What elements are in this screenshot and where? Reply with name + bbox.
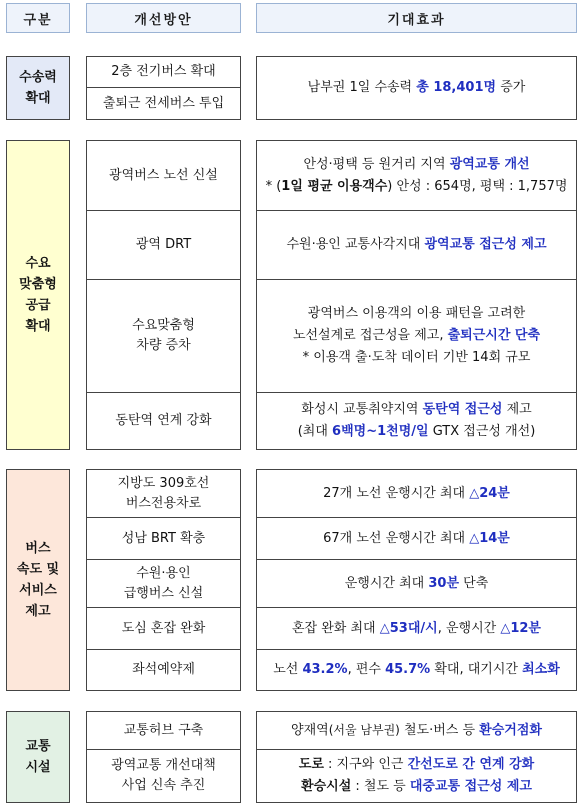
- effect-text: 광역버스 이용객의 이용 패턴을 고려한: [307, 306, 526, 321]
- effect-cell: [256, 140, 577, 211]
- improvement-cell: 좌석예약제: [86, 649, 241, 691]
- effect-cell: [256, 607, 577, 650]
- effect-line: [303, 347, 531, 369]
- highlight-text: 간선도로 간 연계 강화: [407, 757, 535, 772]
- effect-line: [323, 528, 510, 550]
- effect-cell: [256, 392, 577, 450]
- highlight-text: 총 18,401명: [416, 80, 497, 95]
- effect-line: [301, 399, 531, 421]
- effect-line: [273, 659, 560, 681]
- effect-cell: [256, 517, 577, 560]
- improvement-cell: 성남 BRT 확충: [86, 517, 241, 560]
- category-demand-supply: 수요 맞춤형 공급 확대: [6, 140, 70, 450]
- effect-line: [266, 176, 568, 198]
- effect-text: : 철도 등: [351, 779, 410, 794]
- effect-text: 1일 평균 이용객수: [281, 178, 388, 194]
- improvement-cell: 수요맞춤형 차량 증차: [86, 279, 241, 393]
- highlight-text: 광역교통 접근성 제고: [424, 237, 547, 252]
- effect-text: (최대: [297, 424, 333, 439]
- highlight-text: △53대/시: [379, 620, 438, 636]
- effect-text: 남부권 1일 수송력: [307, 80, 417, 95]
- highlight-text: 43.2%: [302, 662, 348, 677]
- header-effect: 기대효과: [256, 3, 577, 33]
- effect-text: 수원·용인 교통사각지대: [286, 237, 425, 252]
- improvement-cell: 도심 혼잡 완화: [86, 607, 241, 650]
- highlight-text: 대중교통 접근성 제고: [409, 779, 532, 794]
- effect-line: [291, 719, 542, 742]
- effect-cell: [256, 279, 577, 393]
- effect-text: 안성·평택 등 원거리 지역: [303, 156, 450, 172]
- effect-line: [345, 573, 489, 595]
- improvement-cell: 2층 전기버스 확대: [86, 56, 241, 88]
- effect-text: 운행시간 최대: [344, 575, 429, 591]
- improvement-cell: 교통허브 구축: [86, 711, 241, 750]
- highlight-text: 30분: [428, 575, 460, 591]
- effect-text: 27개 노선 운행시간 최대: [323, 485, 470, 501]
- effect-cell: [256, 56, 577, 120]
- effect-text: 67개 노선 운행시간 최대: [323, 530, 470, 546]
- effect-line: [299, 754, 534, 776]
- header-improvement: 개선방안: [86, 3, 241, 33]
- improvement-cell: 수원·용인 급행버스 신설: [86, 559, 241, 608]
- effect-cell: [256, 210, 577, 280]
- effect-line: [308, 77, 526, 99]
- effect-cell: [256, 469, 577, 518]
- effect-cell: [256, 559, 577, 608]
- highlight-text: 동탄역 접근성: [422, 402, 503, 417]
- effect-text: 철도·버스 등: [399, 723, 480, 738]
- effect-text: , 편수: [347, 662, 386, 677]
- category-transport-capacity: 수송력 확대: [6, 56, 70, 120]
- improvement-cell: 지방도 309호선 버스전용차로: [86, 469, 241, 518]
- effect-text: 노선: [273, 662, 303, 677]
- effect-line: [286, 234, 546, 256]
- effect-line: [292, 618, 541, 640]
- highlight-text: 45.7%: [385, 662, 431, 677]
- effect-text: 증가: [496, 80, 526, 95]
- highlight-text: △12분: [500, 620, 541, 636]
- effect-cell: [256, 711, 577, 750]
- effect-line: [293, 325, 540, 347]
- effect-line: [298, 421, 536, 443]
- header-category: 구분: [6, 3, 70, 33]
- effect-text: GTX 접근성 개선): [428, 424, 536, 439]
- effect-text: ) 안성 : 654명, 평택 : 1,757명: [387, 178, 568, 194]
- effect-text: : 지구와 인근: [323, 757, 408, 772]
- category-bus-speed-service: 버스 속도 및 서비스 제고: [6, 469, 70, 691]
- effect-text: (서울 남부권): [328, 723, 400, 737]
- effect-text: , 운행시간: [437, 620, 501, 636]
- highlight-text: 환승거점화: [479, 723, 542, 738]
- effect-line: [308, 303, 525, 325]
- effect-text: 노선설계로 접근성을 제고,: [292, 328, 448, 343]
- effect-text: 제고: [502, 402, 532, 417]
- effect-text: 도로: [298, 757, 324, 772]
- effect-text: 단축: [459, 575, 489, 591]
- effect-text: 환승시설: [301, 779, 352, 794]
- improvement-cell: 출퇴근 전세버스 투입: [86, 87, 241, 120]
- highlight-text: 6백명~1천명/일: [332, 424, 429, 439]
- effect-text: 양재역: [291, 723, 329, 738]
- effect-line: [323, 483, 510, 505]
- effect-line: [301, 776, 532, 798]
- highlight-text: 광역교통 개선: [449, 156, 530, 172]
- effect-text: 화성시 교통취약지역: [301, 402, 423, 417]
- improvement-cell: 광역교통 개선대책 사업 신속 추진: [86, 749, 241, 803]
- effect-text: * (: [265, 178, 282, 194]
- category-transport-facilities: 교통 시설: [6, 711, 70, 803]
- effect-cell: [256, 649, 577, 691]
- highlight-text: △24분: [469, 485, 510, 501]
- improvement-cell: 광역버스 노선 신설: [86, 140, 241, 211]
- improvement-cell: 동탄역 연계 강화: [86, 392, 241, 450]
- effect-text: * 이용객 출·도착 데이터 기반 14회 규모: [302, 350, 531, 365]
- effect-line: [303, 154, 529, 176]
- highlight-text: 출퇴근시간 단축: [447, 328, 541, 343]
- highlight-text: △14분: [469, 530, 510, 546]
- highlight-text: 최소화: [522, 662, 560, 677]
- effect-cell: [256, 749, 577, 803]
- improvement-cell: 광역 DRT: [86, 210, 241, 280]
- effect-text: 혼잡 완화 최대: [292, 620, 380, 636]
- effect-text: 확대, 대기시간: [430, 662, 523, 677]
